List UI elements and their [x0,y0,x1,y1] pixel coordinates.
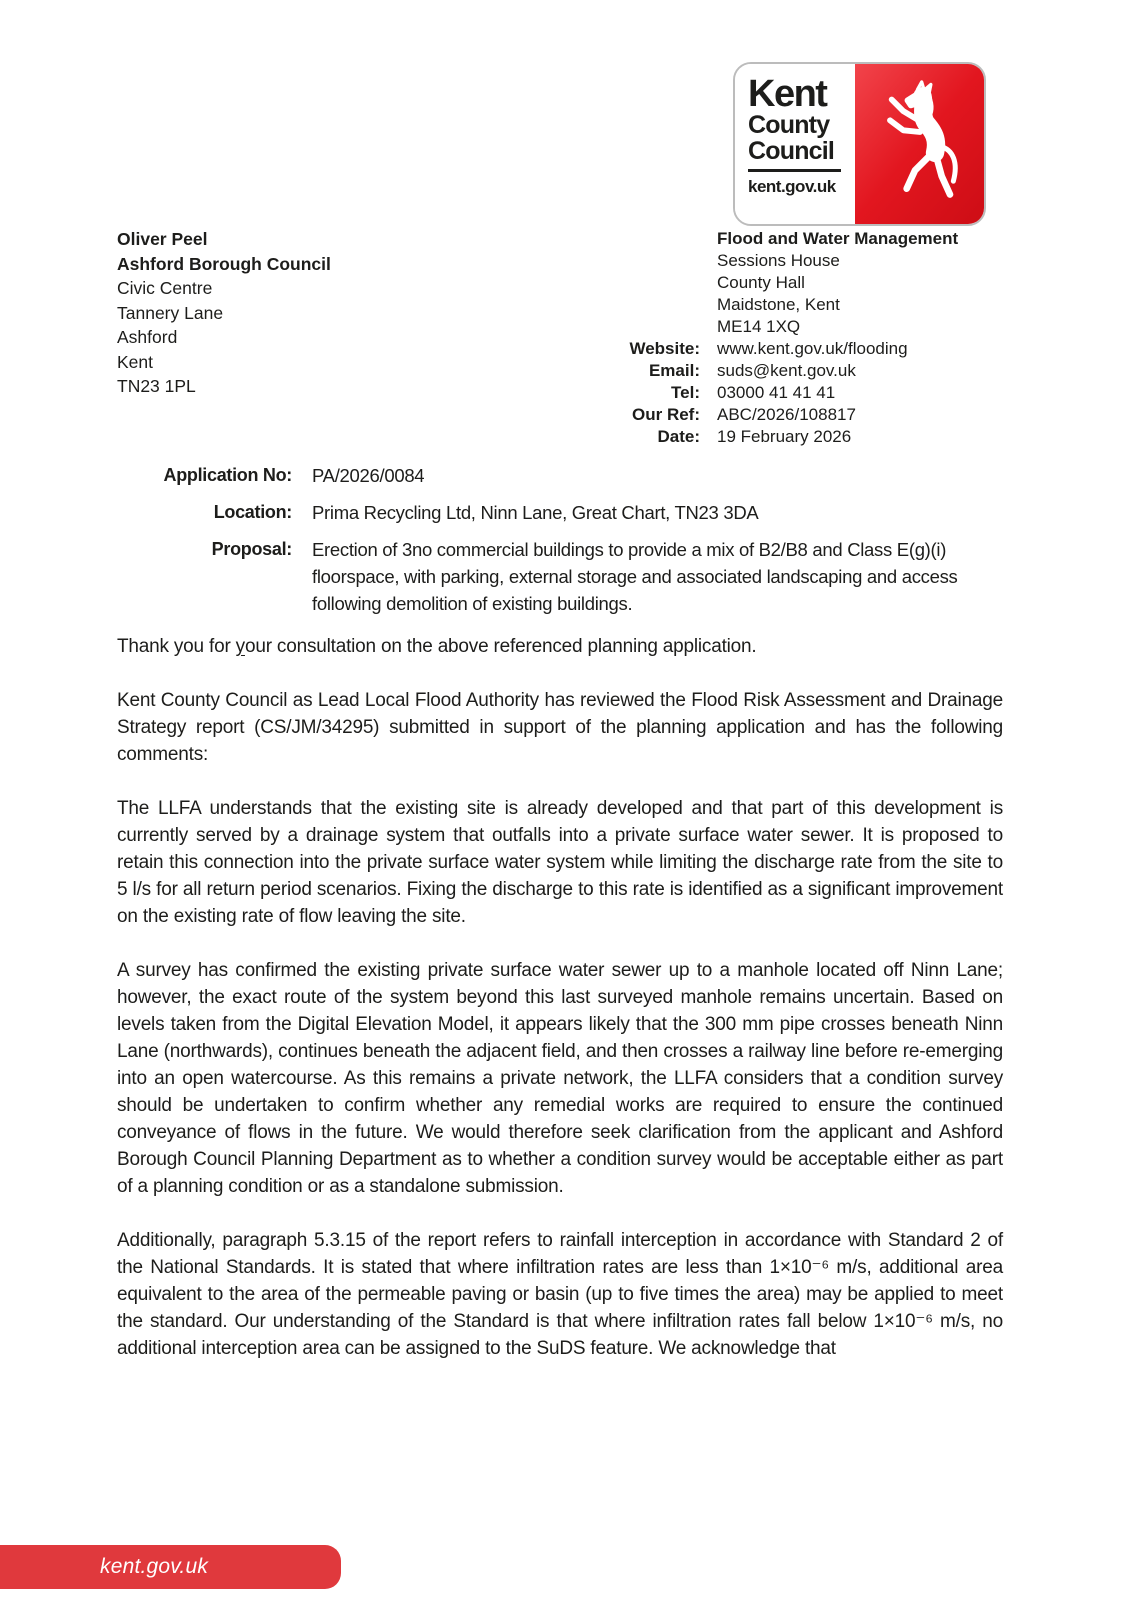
recipient-name: Oliver Peel [117,229,208,249]
proposal-value: Erection of 3no commercial buildings to provide a mix of B2/B8 and Class E(g)(i) floorspace, with parking, external storage and associated landscaping and access following demolition of existing buildings. [312,539,958,614]
kent-county-council-logo [733,62,986,226]
spacer [540,294,717,316]
logo-url-text: kent.gov.uk [748,177,836,196]
sender-address-line: Sessions House [717,251,840,270]
paragraph-llfa-discharge: The LLFA understands that the existing site is already developed and that part of this development is currently served by a drainage system that outfalls into a private surface water sewer. It is proposed to retain this connection into the private surface water system while limiting the discharge rate from the site to 5 l/s for all return period scenarios. Fixing the discharge to this rate is identified as a significant improvement on the existing rate of flow leaving the site. [117,798,1003,927]
website-label: Website: [629,339,700,358]
application-details-block [117,462,1005,627]
sender-postcode: ME14 1XQ [717,317,801,336]
sender-website-row [540,338,1014,360]
ourref-label: Our Ref: [632,405,700,424]
proposal-row [117,536,1005,617]
recipient-address-line: Civic Centre [117,278,213,298]
footer-brand-bar [0,1545,341,1589]
recipient-org: Ashford Borough Council [117,253,331,274]
email-value: suds@kent.gov.uk [717,361,856,380]
sender-address-row [540,272,1014,294]
paragraph-review-intro: Kent County Council as Lead Local Flood Authority has reviewed the Flood Risk Assessment and Drainage Strategy report (CS/JM/34295) submitted in support of the planning application and has the following comments: [117,690,1003,765]
paragraph-thank-you [117,633,1003,660]
logo-name-line2: County [748,111,830,139]
sender-address-row [540,316,1014,338]
proposal-label: Proposal: [211,539,292,559]
sender-address-line: Maidstone, Kent [717,295,840,314]
sender-department-row [540,228,1014,250]
paragraph-rainfall-interception: Additionally, paragraph 5.3.15 of the report refers to rainfall interception in accordance with Standard 2 of the National Standards. It is stated that where infiltration rates are less than 1×10⁻⁶ m/s, additional area equivalent to the area of the permeable paving or basin (up to five times the area) may be applied to meet the standard. Our understanding of the Standard is that where infiltration rates fall below 1×10⁻⁶ m/s, no additional interception area can be assigned to the SuDS feature. We acknowledge that [117,1230,1003,1359]
location-row [117,499,1005,526]
ourref-value: ABC/2026/108817 [717,405,856,424]
sender-email-row [540,360,1014,382]
spacer [540,228,717,250]
recipient-address-line: Ashford [117,327,178,347]
date-label: Date: [657,427,700,446]
p1-after: our consultation on the above referenced planning application. [244,636,757,657]
spacer [540,272,717,294]
recipient-address-block [117,227,331,399]
logo-name-line3: Council [748,137,835,165]
sender-department: Flood and Water Management [717,229,959,248]
recipient-postcode: TN23 1PL [117,376,196,396]
location-value: Prima Recycling Ltd, Ninn Lane, Great Chart, TN23 3DA [312,502,759,523]
footer-url-text: kent.gov.uk [100,1555,209,1578]
paragraph-survey-sewer: A survey has confirmed the existing private surface water sewer up to a manhole located off Ninn Lane; however, the exact route of the system beyond this last surveyed manhole remains uncertain. Based on levels taken from the Digital Elevation Model, it appears likely that the 300 mm pipe crosses beneath Ninn Lane (northwards), continues beneath the adjacent field, and then crosses a railway line before re-emerging into an open watercourse. As this remains a private network, the LLFA considers that a condition survey should be undertaken to confirm whether any remedial works are required to ensure the continued conveyance of flows in the future. We would therefore seek clarification from the applicant and Ashford Borough Council Planning Department as to whether a condition survey would be acceptable either as part of a planning condition or as a standalone submission. [117,960,1003,1197]
sender-contact-block [540,228,1014,448]
p1-before: Thank you for [117,636,236,657]
logo-divider [748,169,841,172]
invicta-horse-icon [870,78,970,211]
logo-name-line1: Kent [748,73,827,115]
application-no-label: Application No: [163,465,292,485]
sender-date-row [540,426,1014,448]
sender-tel-row [540,382,1014,404]
tel-value: 03000 41 41 41 [717,383,836,402]
location-label: Location: [213,502,292,522]
sender-ourref-row [540,404,1014,426]
tel-label: Tel: [671,383,700,402]
application-no-value: PA/2026/0084 [312,465,425,486]
sender-address-row [540,294,1014,316]
recipient-address-line: Tannery Lane [117,302,224,323]
sender-address-row [540,250,1014,272]
p1-underlined-char: y [235,636,245,657]
logo-red-panel [855,64,984,224]
letter-body [117,633,1003,1389]
sender-address-line: County Hall [717,273,805,292]
recipient-address-line: Kent [117,351,153,372]
spacer [540,316,717,338]
email-label: Email: [648,361,700,380]
spacer [540,250,717,272]
application-no-row [117,462,1005,489]
date-value: 19 February 2026 [717,427,852,446]
website-value: www.kent.gov.uk/flooding [717,339,908,358]
logo-text-panel [735,64,855,224]
